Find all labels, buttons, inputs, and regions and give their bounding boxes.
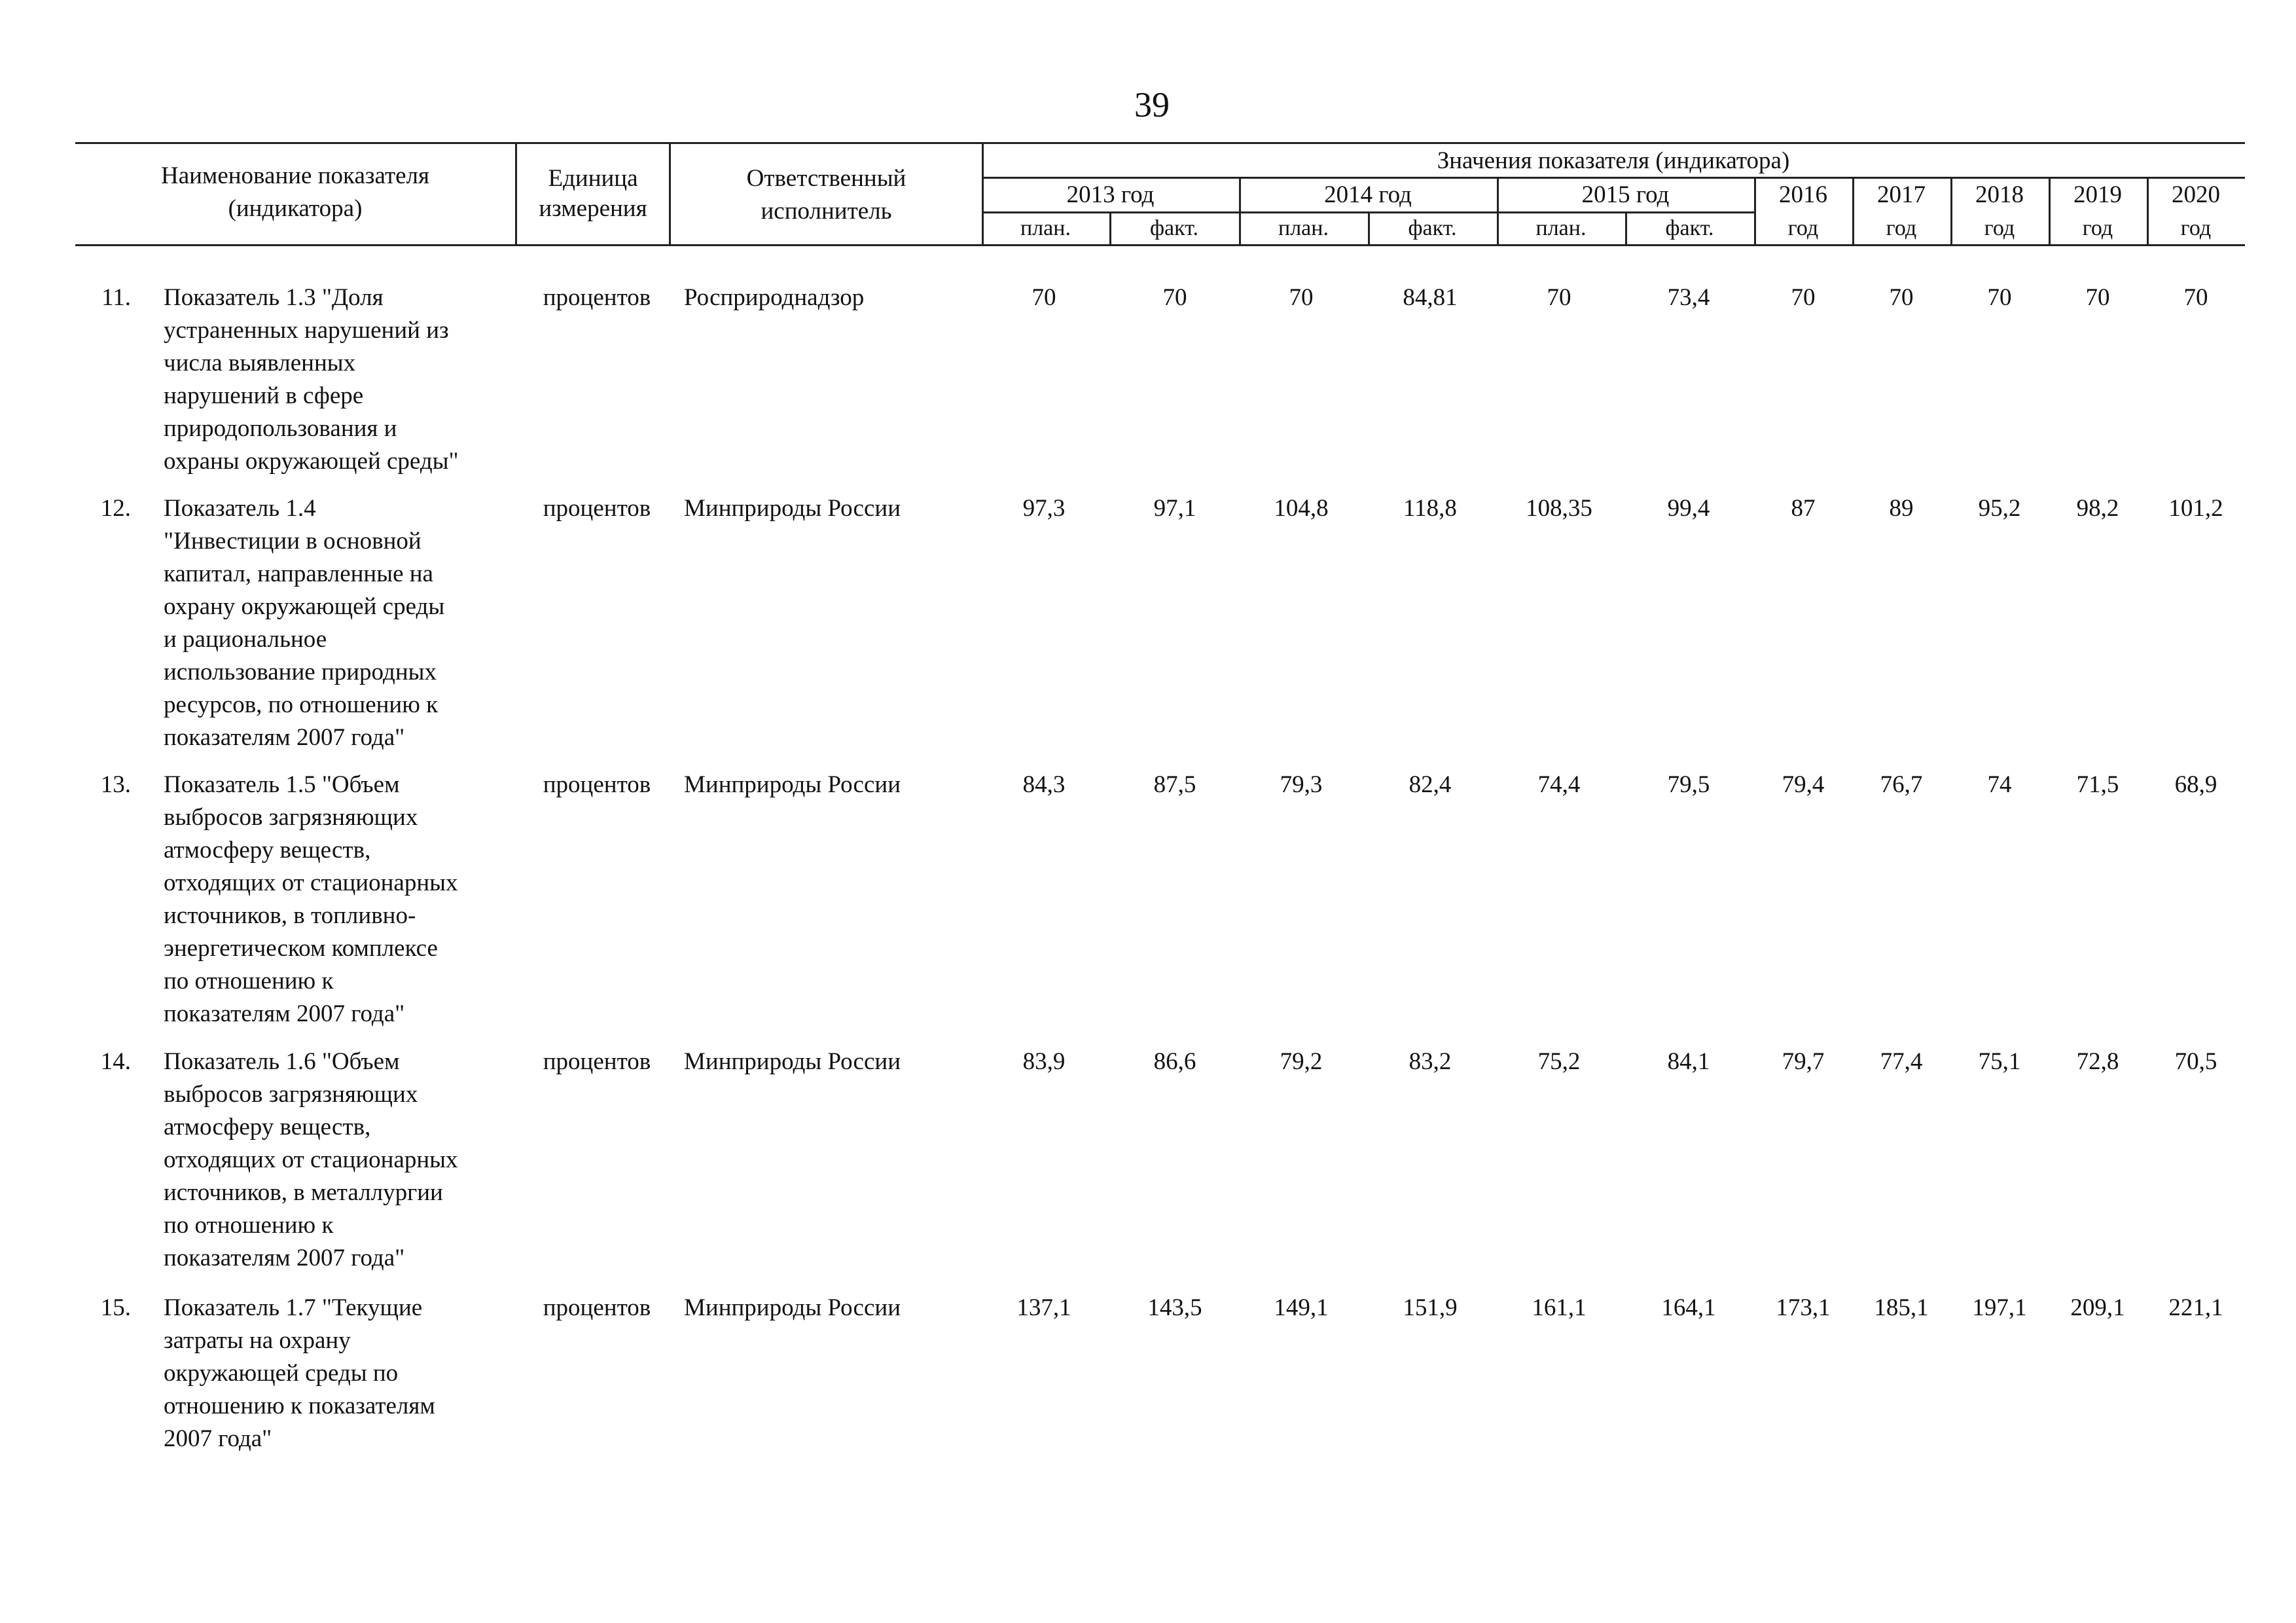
name-line: атмосферу веществ,	[164, 837, 371, 864]
name-line: источников, в металлургии	[164, 1179, 443, 1206]
sub-god-2020: год	[2180, 216, 2212, 240]
indicator-name	[164, 492, 530, 754]
sub-plan-2015: план.	[1535, 216, 1587, 240]
value-2015-plan: 161,1	[1532, 1294, 1587, 1321]
value-2013-plan: 83,9	[1022, 1048, 1066, 1075]
value-2015-plan: 70	[1547, 284, 1571, 311]
value-2019: 98,2	[2076, 495, 2119, 522]
year-2017: 2017	[1877, 181, 1926, 208]
name-line: показателям 2007 года"	[164, 1000, 405, 1027]
value-2018: 70	[1987, 284, 2012, 311]
row-index: 14.	[100, 1048, 131, 1075]
value-2013-fact: 70	[1162, 284, 1187, 311]
value-2015-fact: 79,5	[1667, 771, 1710, 798]
row-index: 11.	[101, 284, 131, 311]
name-line: по отношению к	[164, 1212, 334, 1239]
value-2015-plan: 108,35	[1526, 495, 1592, 522]
name-line: окружающей среды по	[164, 1360, 399, 1387]
name-line: показателям 2007 года"	[164, 724, 405, 751]
row-index: 15.	[100, 1294, 131, 1321]
name-line: источников, в топливно-	[164, 902, 416, 929]
value-2014-plan: 79,3	[1280, 771, 1323, 798]
value-2019: 70	[2085, 284, 2110, 311]
value-2013-fact: 87,5	[1153, 771, 1196, 798]
year-2013: 2013 год	[1066, 181, 1155, 208]
value-2015-plan: 75,2	[1537, 1048, 1581, 1075]
value-2015-fact: 73,4	[1667, 284, 1710, 311]
value-2020: 70	[2183, 284, 2208, 311]
sub-god-2016: год	[1787, 216, 1819, 240]
name-line: использование природных	[164, 659, 437, 685]
executor-cell: Минприроды России	[684, 1048, 901, 1075]
name-line: отношению к показателям	[164, 1393, 435, 1419]
name-line: затраты на охрану	[164, 1327, 351, 1354]
value-2013-plan: 84,3	[1022, 771, 1066, 798]
indicator-name	[164, 1046, 530, 1275]
executor-cell: Минприроды России	[684, 495, 901, 522]
value-2014-fact: 118,8	[1403, 495, 1457, 522]
header-bottom-line	[75, 244, 2245, 246]
name-line: 2007 года"	[164, 1425, 272, 1452]
value-2013-plan: 137,1	[1016, 1294, 1071, 1321]
value-2016: 70	[1791, 284, 1816, 311]
executor-cell: Минприроды России	[684, 1294, 901, 1321]
header-unit-line2: измерения	[539, 195, 647, 222]
name-line: охраны окружающей среды"	[164, 448, 459, 475]
value-2013-plan: 97,3	[1022, 495, 1066, 522]
sub-god-2018: год	[1984, 216, 2015, 240]
name-line: Показатель 1.6 "Объем	[164, 1048, 400, 1075]
unit-cell: процентов	[543, 771, 651, 798]
value-2014-fact: 82,4	[1408, 771, 1452, 798]
value-2017: 76,7	[1880, 771, 1923, 798]
name-line: ресурсов, по отношению к	[164, 691, 439, 718]
name-line: показателям 2007 года"	[164, 1245, 405, 1271]
name-line: охрану окружающей среды	[164, 593, 445, 620]
value-2014-plan: 104,8	[1274, 495, 1329, 522]
name-line: по отношению к	[164, 968, 334, 994]
name-line: отходящих от стационарных	[164, 869, 458, 896]
value-2019: 71,5	[2076, 771, 2119, 798]
value-2017: 70	[1889, 284, 1914, 311]
executor-cell: Росприроднадзор	[684, 284, 865, 311]
value-2015-fact: 84,1	[1667, 1048, 1710, 1075]
name-line: нарушений в сфере	[164, 382, 364, 409]
value-2014-plan: 149,1	[1274, 1294, 1329, 1321]
unit-cell: процентов	[543, 495, 651, 522]
value-2015-fact: 164,1	[1661, 1294, 1716, 1321]
value-2016: 79,4	[1782, 771, 1825, 798]
name-line: природопользования и	[164, 415, 397, 442]
sub-god-2017: год	[1886, 216, 1917, 240]
value-2014-plan: 70	[1289, 284, 1314, 311]
values-title-line	[982, 177, 2245, 179]
value-2016: 87	[1791, 495, 1816, 522]
value-2018: 74	[1987, 771, 2012, 798]
page-number: 39	[1134, 85, 1170, 124]
value-2014-fact: 83,2	[1408, 1048, 1452, 1075]
year-2019: 2019	[2073, 181, 2122, 208]
value-2014-plan: 79,2	[1280, 1048, 1323, 1075]
value-2013-plan: 70	[1031, 284, 1056, 311]
header-name-line2: (индикатора)	[228, 195, 363, 222]
row-index: 12.	[100, 495, 131, 522]
sub-plan-2014: план.	[1278, 216, 1329, 240]
value-2017: 185,1	[1874, 1294, 1929, 1321]
col-divider	[515, 142, 517, 244]
sub-plan-2013: план.	[1020, 216, 1071, 240]
executor-cell: Минприроды России	[684, 771, 901, 798]
year-2015: 2015 год	[1581, 181, 1670, 208]
value-2019: 72,8	[2076, 1048, 2119, 1075]
name-line: Показатель 1.7 "Текущие	[164, 1294, 423, 1321]
name-line: и рациональное	[164, 626, 327, 653]
value-2014-fact: 84,81	[1403, 284, 1458, 311]
year-2014: 2014 год	[1324, 181, 1412, 208]
year-2018: 2018	[1975, 181, 2024, 208]
sub-fact-2015: факт.	[1665, 216, 1714, 240]
value-2017: 89	[1889, 495, 1914, 522]
value-2015-fact: 99,4	[1667, 495, 1710, 522]
name-line: отходящих от стационарных	[164, 1146, 458, 1173]
header-name-line1: Наименование показателя	[160, 162, 430, 189]
indicator-name	[164, 282, 530, 478]
header-exec-line1: Ответственный	[746, 165, 906, 192]
indicator-name	[164, 769, 530, 1030]
value-2015-plan: 74,4	[1537, 771, 1581, 798]
unit-cell: процентов	[543, 1294, 651, 1321]
value-2016: 79,7	[1782, 1048, 1825, 1075]
indicator-name	[164, 1292, 530, 1455]
value-2013-fact: 97,1	[1153, 495, 1196, 522]
sub-fact-2013: факт.	[1150, 216, 1198, 240]
header-exec-line2: исполнитель	[761, 198, 892, 225]
sub-fact-2014: факт.	[1408, 216, 1457, 240]
unit-cell: процентов	[543, 1048, 651, 1075]
value-2016: 173,1	[1776, 1294, 1831, 1321]
name-line: атмосферу веществ,	[164, 1114, 371, 1140]
value-2020: 68,9	[2174, 771, 2217, 798]
name-line: Показатель 1.4	[164, 495, 316, 522]
header-unit-line1: Единица	[548, 165, 638, 192]
name-line: Показатель 1.5 "Объем	[164, 771, 400, 798]
values-title: Значения показателя (индикатора)	[1437, 147, 1790, 174]
name-line: "Инвестиции в основной	[164, 528, 422, 555]
value-2017: 77,4	[1880, 1048, 1923, 1075]
value-2018: 95,2	[1978, 495, 2021, 522]
value-2020: 70,5	[2174, 1048, 2217, 1075]
name-line: выбросов загрязняющих	[164, 804, 418, 831]
value-2014-fact: 151,9	[1403, 1294, 1458, 1321]
value-2020: 101,2	[2168, 495, 2223, 522]
header-top-line	[75, 142, 2245, 144]
col-divider	[669, 142, 671, 244]
name-line: выбросов загрязняющих	[164, 1081, 418, 1108]
row-index: 13.	[100, 771, 131, 798]
name-line: устраненных нарушений из	[164, 317, 449, 344]
name-line: Показатель 1.3 "Доля	[164, 284, 384, 311]
value-2018: 75,1	[1978, 1048, 2021, 1075]
sub-god-2019: год	[2082, 216, 2113, 240]
value-2013-fact: 86,6	[1153, 1048, 1196, 1075]
value-2018: 197,1	[1972, 1294, 2027, 1321]
name-line: капитал, направленные на	[164, 560, 433, 587]
value-2020: 221,1	[2168, 1294, 2223, 1321]
value-2019: 209,1	[2070, 1294, 2125, 1321]
name-line: числа выявленных	[164, 350, 356, 376]
year-2016: 2016	[1779, 181, 1827, 208]
value-2013-fact: 143,5	[1147, 1294, 1202, 1321]
name-line: энергетическом комплексе	[164, 935, 438, 962]
year-2020: 2020	[2172, 181, 2220, 208]
unit-cell: процентов	[543, 284, 651, 311]
